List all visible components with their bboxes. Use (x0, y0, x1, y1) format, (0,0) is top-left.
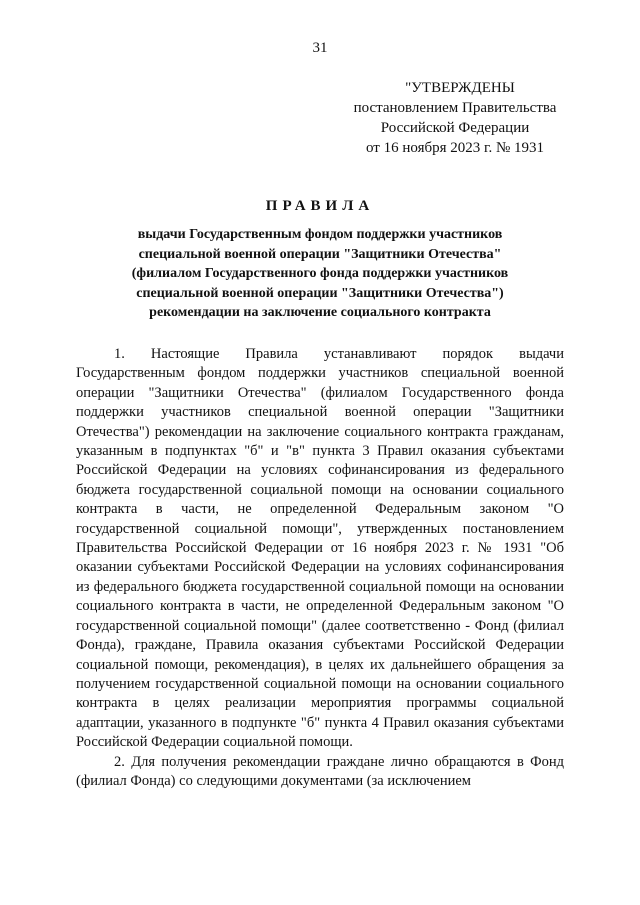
paragraph-2: 2. Для получения рекомендации граждане лично обращаются в Фонд (филиал Фонда) со следующими документами (за исключением (76, 753, 564, 789)
approval-stamp (330, 78, 580, 158)
approval-line: от 16 ноября 2023 г. № 1931 (365, 140, 545, 156)
approval-head: "УТВЕРЖДЕНЫ (405, 80, 515, 96)
title-block (100, 198, 540, 323)
subtitle-line: выдачи Государственным фондом поддержки участников (137, 227, 503, 242)
subtitle-line: специальной военной операции "Защитники Отечества" (138, 246, 502, 262)
subtitle-line: (филиалом Государственного фонда поддержки участников (131, 266, 509, 281)
page-number: 31 (312, 40, 328, 56)
body-text (76, 345, 564, 791)
subtitle-line: рекомендации на заключение социального контракта (149, 305, 491, 320)
subtitle-line: специальной военной операции "Защитники Отечества") (136, 285, 504, 301)
approval-line: постановлением Правительства (353, 100, 557, 116)
approval-line: Российской Федерации (380, 120, 530, 136)
document-title: ПРАВИЛА (265, 198, 375, 214)
paragraph-1: 1. Настоящие Правила устанавливают порядок выдачи Государственным фондом поддержки участников специальной военной операции "Защитники Отечества" (филиалом Государственного фонда поддержки участников специальной военной операции "Защитники Отечества") рекомендации на заключение социального контракта гражданам, указанным в подпунктах "б" и "в" пункта 3 Правил оказания субъектами Российской Федерации на условиях софинансирования из федерального бюджета государственной социальной помощи на основании социального контракта в части, не определенной Федеральным законом "О государственной социальной помощи", утвержденных постановлением Правительства Российской Федерации от 16 ноября 2023 г. № 1931 "Об оказании субъектами Российской Федерации на условиях софинансирования из федерального бюджета государственной социальной помощи на основании социального контракта в части, не определенной Федеральным законом "О государственной социальной помощи" (далее соответственно - Фонд (филиал Фонда), граждане, Правила оказания субъектами Российской Федерации социальной помощи, рекомендация), в целях их дальнейшего обращения за получением государственной социальной помощи на основании социального контракта в целях реализации мероприятия программы социальной адаптации, указанного в подпункте "б" пункта 4 Правил оказания субъектами Российской Федерации социальной помощи. (76, 346, 564, 751)
document-subtitle (100, 225, 540, 323)
